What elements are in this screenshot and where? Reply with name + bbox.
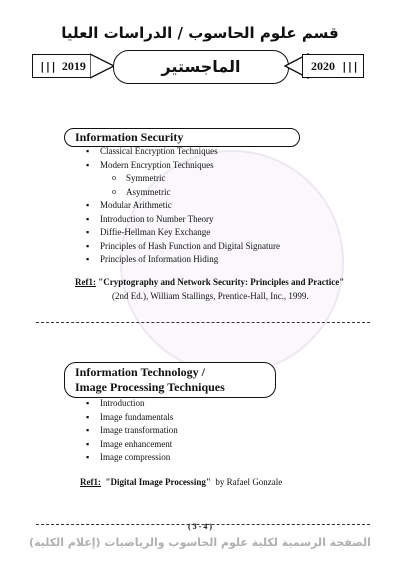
reference-label: Ref1: (80, 477, 101, 487)
course-title-image-processing (64, 362, 276, 398)
sub-list-item: o Symmetric (86, 172, 376, 186)
course-title-line1: Information Technology / (75, 365, 206, 379)
list-item: ▪ Image enhancement (86, 438, 366, 452)
reference-title: "Digital Image Processing" (105, 477, 211, 487)
list-item: ▪ Image fundamentals (86, 411, 366, 425)
course2-topic-list (86, 397, 366, 465)
page-number: ( 3 - 4 ) (188, 522, 212, 531)
list-item: ▪ Principles of Hash Function and Digital Signature (86, 240, 376, 254)
year-left: 2019 (61, 58, 86, 73)
sub-list-item: o Asymmetric (86, 186, 376, 200)
list-item: ▪ Modular Arithmetic (86, 199, 376, 213)
program-title: الماجستير (113, 50, 289, 84)
reference-details: (2nd Ed.), William Stallings, Prentice-Hall, Inc., 1999. (112, 291, 309, 301)
year-right: 2020 (311, 58, 335, 73)
course2-reference (80, 476, 380, 489)
reference-author: by Rafael Gonzale (215, 477, 283, 487)
course1-reference (75, 276, 375, 289)
course1-topic-list (86, 145, 376, 267)
footer-site-text: الصفحة الرسمية لكلية علوم الحاسوب والرياضيات (إعلام الكلية) (29, 536, 371, 549)
course-title-information-security: Information Security (64, 128, 300, 147)
course-title-line2: Image Processing Techniques (75, 380, 225, 394)
list-item: ▪ Image compression (86, 451, 366, 465)
list-item: ▪ Diffie-Hellman Key Exchange (86, 226, 376, 240)
list-item: ▪ Introduction (86, 397, 366, 411)
bars-icon: ||| (39, 59, 56, 73)
bars-icon: ||| (341, 59, 358, 73)
reference-title: "Cryptography and Network Security: Principles and Practice" (98, 277, 345, 287)
list-item: ▪ Introduction to Number Theory (86, 213, 376, 227)
reference-label: Ref1: (75, 277, 96, 287)
year-left-badge (32, 54, 92, 78)
department-heading: قسم علوم الحاسوب / الدراسات العليا (61, 24, 339, 42)
year-right-badge (302, 54, 364, 78)
list-item: ▪ Classical Encryption Techniques (86, 145, 376, 159)
section-divider (36, 322, 370, 323)
list-item: ▪ Image transformation (86, 424, 366, 438)
list-item: ▪ Modern Encryption Techniques (86, 159, 376, 173)
list-item: ▪ Principles of Information Hiding (86, 253, 376, 267)
